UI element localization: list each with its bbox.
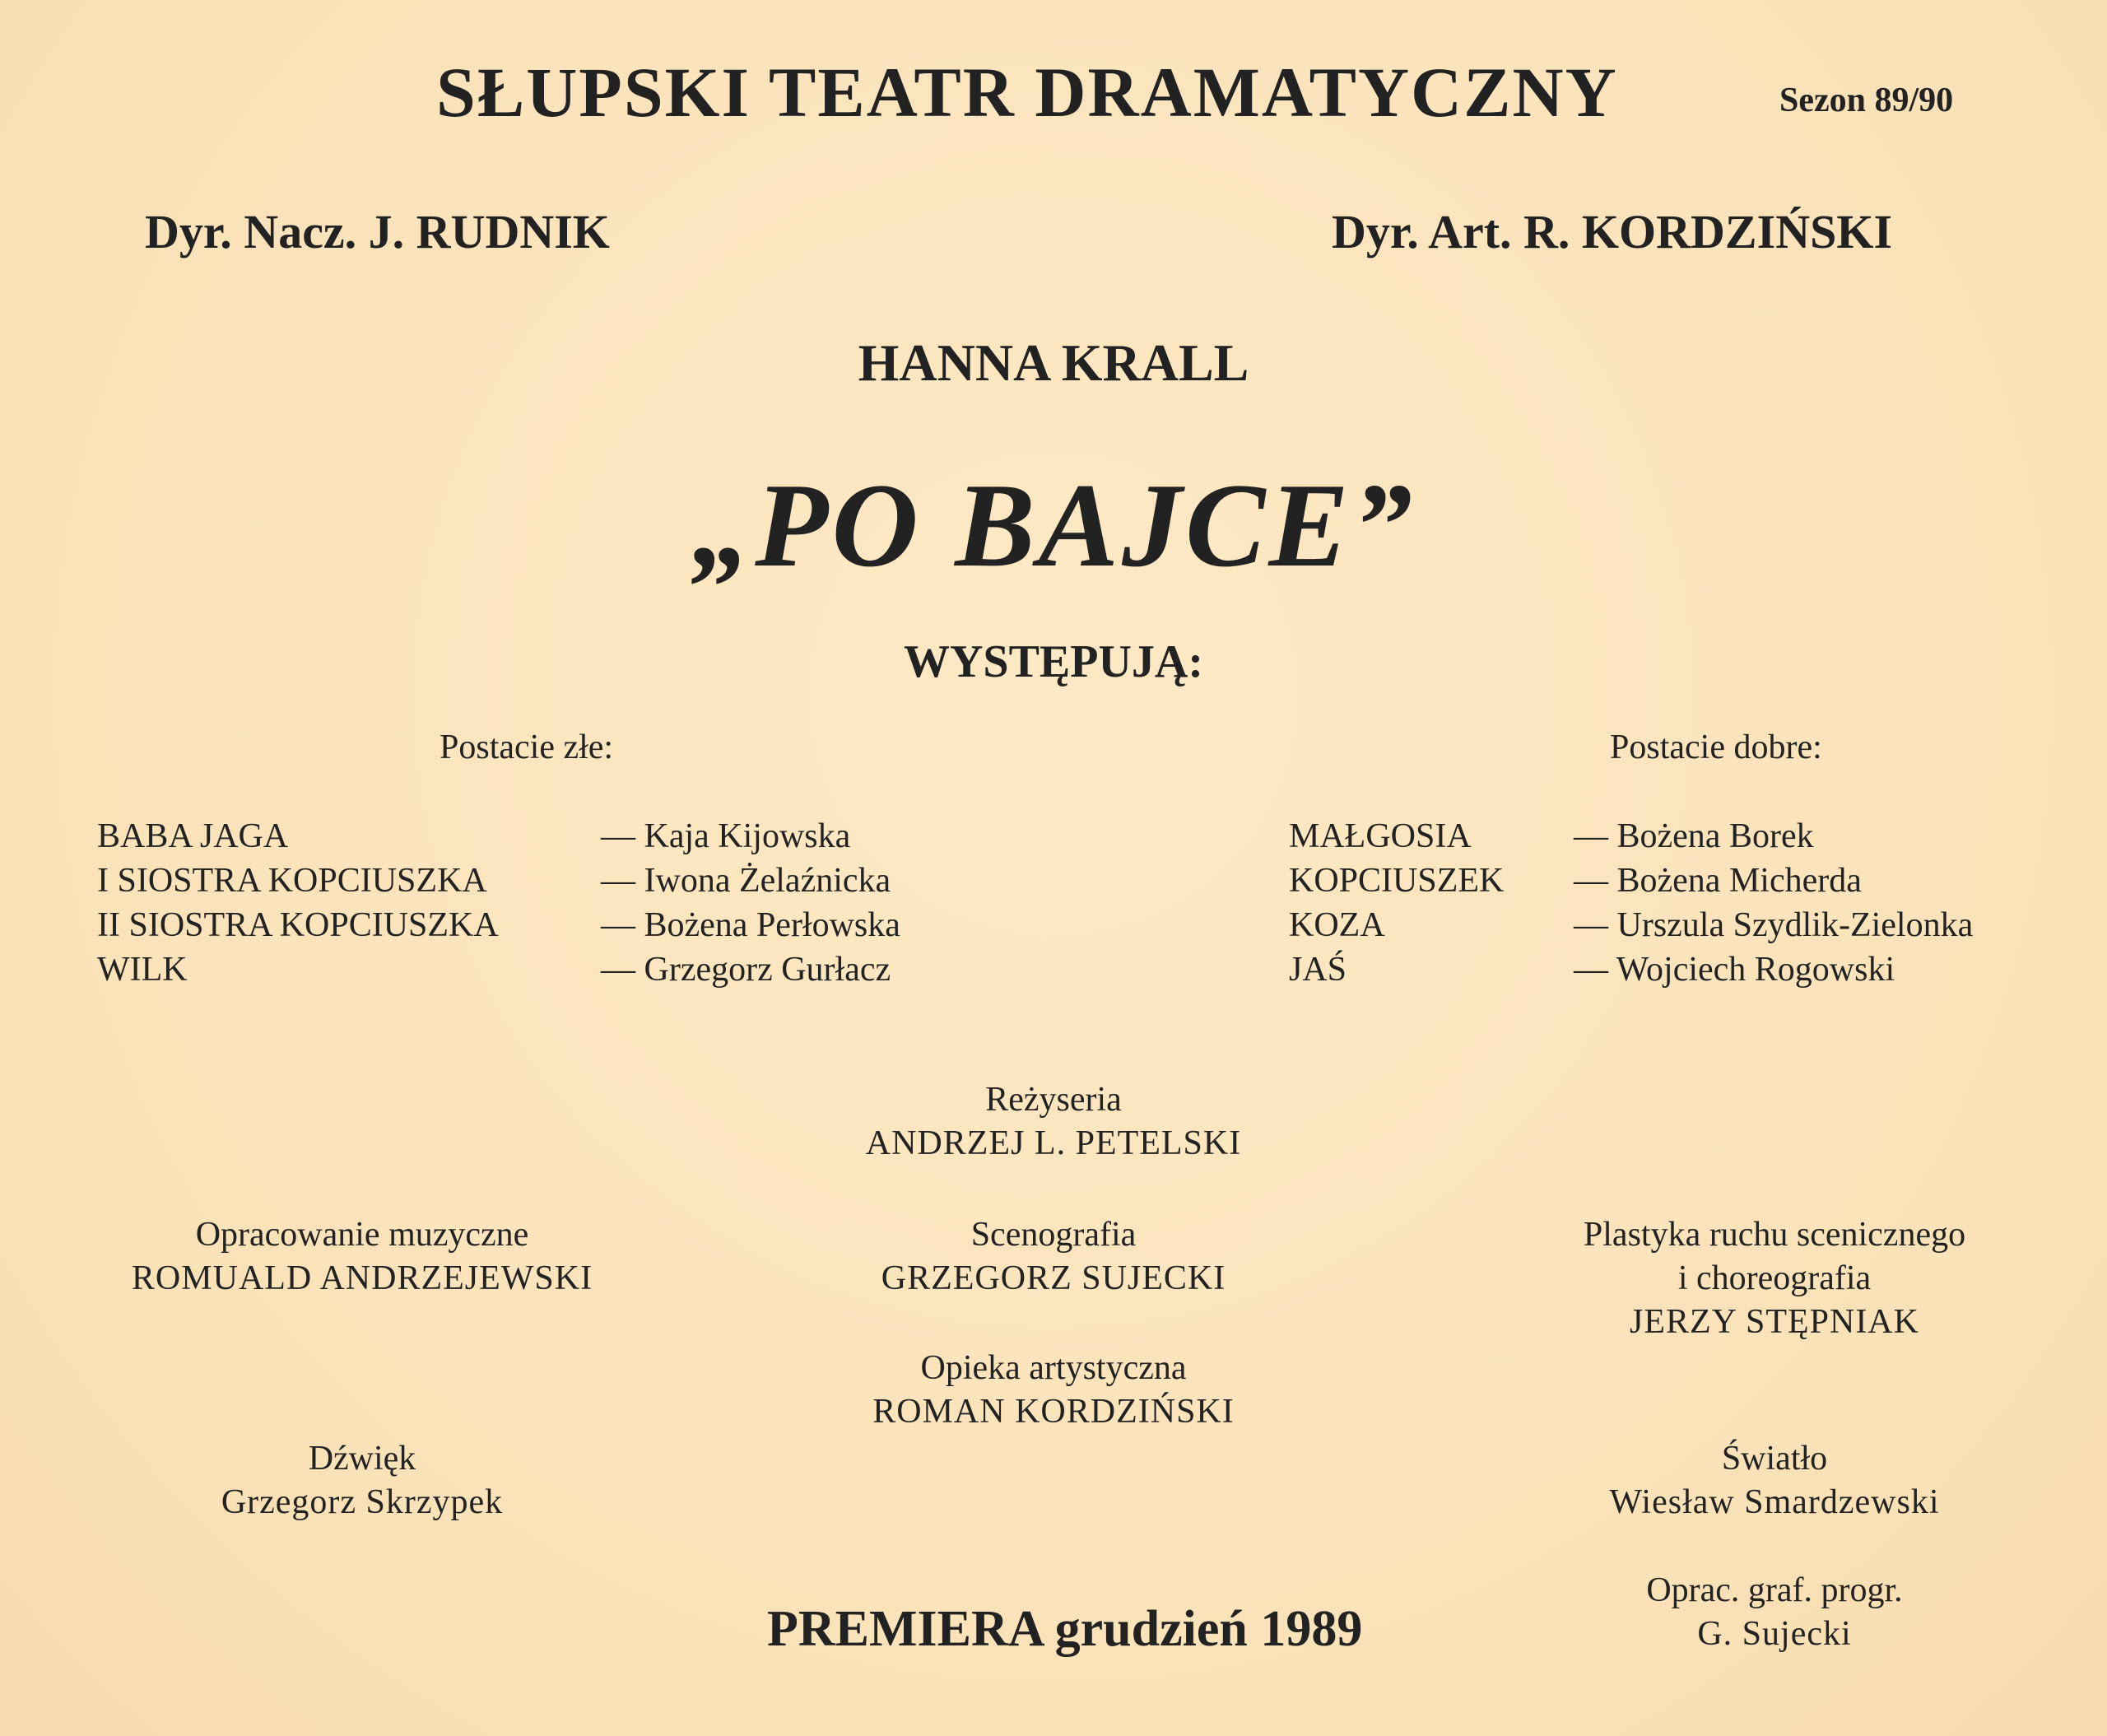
credit-label: Światło: [1721, 1440, 1828, 1478]
credit-label: Plastyka ruchu scenicznego: [1583, 1216, 1966, 1254]
credit-name: JERZY STĘPNIAK: [1630, 1303, 1919, 1341]
credit-label: Opracowanie muzyczne: [195, 1216, 529, 1254]
actor-name: — Urszula Szydlik-Zielonka: [1574, 906, 1974, 944]
actor-name: — Bożena Perłowska: [601, 906, 900, 944]
role-name: KOPCIUSZEK: [1289, 862, 1505, 900]
credit-name: GRZEGORZ SUJECKI: [881, 1259, 1226, 1297]
play-author: HANNA KRALL: [858, 333, 1249, 392]
general-director: Dyr. Nacz. J. RUDNIK: [145, 205, 610, 258]
cast-row: [97, 950, 1002, 994]
credit-music: [33, 1213, 691, 1301]
play-title: „PO BAJCE”: [691, 458, 1416, 592]
cast-row: [1289, 950, 2071, 994]
credit-scenography: [724, 1213, 1383, 1301]
role-name: I SIOSTRA KOPCIUSZKA: [97, 862, 487, 900]
credit-label: Dźwięk: [308, 1440, 416, 1478]
credit-label: Scenografia: [970, 1216, 1137, 1254]
credit-label: i choreografia: [1677, 1259, 1872, 1297]
artistic-director: Dyr. Art. R. KORDZIŃSKI: [1332, 205, 1893, 258]
role-name: JAŚ: [1289, 951, 1347, 989]
cast-row: [97, 905, 1002, 950]
credit-sound: [33, 1437, 691, 1524]
cast-row: [1289, 905, 2071, 950]
role-name: KOZA: [1289, 906, 1385, 944]
credit-name: ANDRZEJ L. PETELSKI: [865, 1124, 1242, 1162]
good-characters-heading: Postacie dobre:: [1610, 728, 1822, 766]
credit-name: ROMAN KORDZIŃSKI: [872, 1393, 1235, 1431]
actor-name: — Kaja Kijowska: [601, 817, 851, 855]
role-name: II SIOSTRA KOPCIUSZKA: [97, 906, 499, 944]
credit-name: G. Sujecki: [1697, 1615, 1852, 1653]
credit-direction: [724, 1078, 1383, 1166]
actor-name: — Bożena Micherda: [1574, 862, 1862, 900]
role-name: MAŁGOSIA: [1289, 817, 1472, 855]
credit-name: Grzegorz Skrzypek: [221, 1483, 504, 1521]
cast-heading: WYSTĘPUJĄ:: [903, 636, 1204, 687]
cast-row: [1289, 817, 2071, 861]
credit-light: [1445, 1437, 2104, 1524]
good-cast-list: [1289, 817, 2071, 994]
evil-cast-list: [97, 817, 1002, 994]
theatre-name: SŁUPSKI TEATR DRAMATYCZNY: [436, 53, 1618, 132]
credit-movement: [1445, 1213, 2104, 1344]
role-name: WILK: [97, 951, 188, 989]
cast-row: [97, 861, 1002, 905]
actor-name: — Grzegorz Gurłacz: [601, 951, 891, 989]
season-label: Sezon 89/90: [1779, 81, 1954, 119]
credit-graphics: [1445, 1569, 2104, 1656]
role-name: BABA JAGA: [97, 817, 289, 855]
credit-label: Reżyseria: [985, 1081, 1122, 1119]
premiere-date: PREMIERA grudzień 1989: [767, 1601, 1363, 1657]
credit-name: Wiesław Smardzewski: [1609, 1483, 1940, 1521]
evil-characters-heading: Postacie złe:: [440, 728, 614, 766]
credit-name: ROMUALD ANDRZEJEWSKI: [131, 1259, 593, 1297]
cast-row: [97, 817, 1002, 861]
credit-supervision: [724, 1347, 1383, 1434]
actor-name: — Iwona Żelaźnicka: [601, 862, 891, 900]
credit-label: Oprac. graf. progr.: [1646, 1571, 1903, 1609]
actor-name: — Bożena Borek: [1574, 817, 1814, 855]
actor-name: — Wojciech Rogowski: [1574, 951, 1895, 989]
cast-row: [1289, 861, 2071, 905]
credit-label: Opieka artystyczna: [920, 1349, 1187, 1387]
